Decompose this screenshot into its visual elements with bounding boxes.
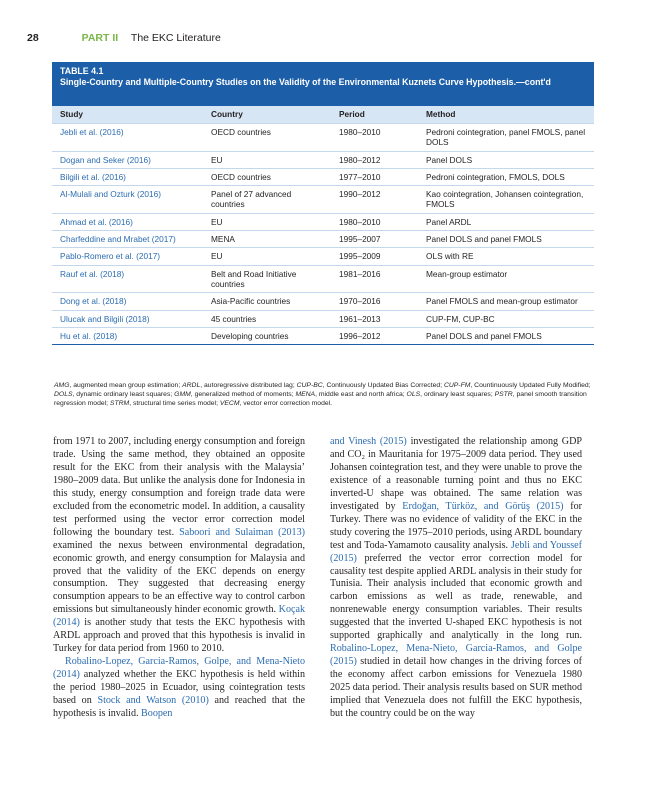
country-cell: EU: [203, 213, 331, 230]
studies-table: [52, 106, 594, 344]
abbreviation-term: AMG: [54, 382, 70, 389]
abbreviation-term: DOLS: [54, 391, 73, 399]
table-label: TABLE 4.1: [60, 66, 104, 76]
country-cell: MENA: [203, 231, 331, 248]
table-footnote-abbreviations: AMG, augmented mean group estimation; ARDL, autoregressive distributed lag; CUP-BC, Continuously Updated Bias Corrected; CUP-FM, Countinuously Updated Fully Modified; DOLS, dynamic ordinary least squares; GMM, generalized method of moments; MENA, middle east and north africa; OLS, ordinary least squares; PSTR, panel smooth transition regression model; STRM, structural time series model; VECM, vector error correction model.: [54, 382, 591, 408]
body-paragraph: [53, 656, 305, 721]
table-row: [52, 327, 594, 344]
method-cell: Pedroni cointegration, FMOLS, DOLS: [418, 168, 594, 185]
table-row: [52, 248, 594, 265]
column-header: Country: [203, 106, 331, 124]
method-cell: Pedroni cointegration, panel FMOLS, panel DOLS: [418, 124, 594, 152]
abbreviation-definition: Countinuously Updated Fully Modified: [474, 382, 589, 389]
section-title: The EKC Literature: [130, 32, 221, 44]
citation-link[interactable]: Erdoğan, Türköz, and Görüş (2015): [402, 500, 564, 512]
period-cell: 1995–2009: [331, 248, 418, 265]
citation-link[interactable]: Robalino-Lopez, Garcia-Ramos, Golpe, and Mena-Nieto (2014): [53, 656, 305, 681]
abbreviation-term: PSTR: [494, 391, 513, 399]
body-column-right: [330, 436, 582, 721]
body-text: studied in detail how changes in the driving forces of the economy affect carbon emissions for Venezuela 1980 2025 data period. Their analysis results based on SUR method implied that Venezuela does not fulfill the EKC hypothesis, but the country could be on the way: [330, 656, 582, 720]
abbreviation-term: STRM: [109, 400, 130, 408]
country-cell: OECD countries: [203, 124, 331, 152]
method-cell: Panel FMOLS and mean-group estimator: [418, 293, 594, 310]
country-cell: Asia-Pacific countries: [203, 293, 331, 310]
abbreviation-definition: structural time series model: [132, 400, 217, 408]
body-paragraph: [330, 436, 582, 721]
citation-link[interactable]: Jebli and Youssef (2015): [330, 539, 582, 564]
study-cell[interactable]: Charfeddine and Mrabet (2017): [52, 231, 203, 248]
table-row: [52, 265, 594, 293]
abbreviation-term: OLS: [406, 391, 421, 399]
column-header: Study: [52, 106, 203, 124]
body-text: investigated the relationship among GDP and CO₂ in Mauritania for 1975–2009 data period. They used Johansen cointegration test, and they were unable to prove the existence of a reasonable turning point and thus no EKC inverted-U shape was obtained. The same relation was investigated by: [330, 436, 583, 512]
abbreviation-term: VECM: [219, 400, 240, 408]
method-cell: Mean-group estimator: [418, 265, 594, 293]
country-cell: Developing countries: [203, 327, 331, 344]
period-cell: 1990–2012: [331, 186, 418, 214]
body-column-left: [53, 436, 305, 721]
period-cell: 1981–2016: [331, 265, 418, 293]
column-header: Period: [331, 106, 418, 124]
table-column-headers: [52, 106, 594, 124]
period-cell: 1995–2007: [331, 231, 418, 248]
abbreviation-definition: middle east and north africa: [318, 391, 403, 399]
study-cell[interactable]: Al-Mulali and Ozturk (2016): [52, 186, 203, 214]
study-cell[interactable]: Rauf et al. (2018): [52, 265, 203, 293]
table-row: [52, 168, 594, 185]
table-4-1: [52, 62, 594, 345]
abbreviation-definition: dynamic ordinary least squares: [76, 391, 171, 399]
study-cell[interactable]: Hu et al. (2018): [52, 327, 203, 344]
country-cell: EU: [203, 151, 331, 168]
period-cell: 1977–2010: [331, 168, 418, 185]
period-cell: 1961–2013: [331, 310, 418, 327]
table-row: [52, 186, 594, 214]
method-cell: Kao cointegration, Johansen cointegration, FMOLS: [418, 186, 594, 214]
part-label: PART II: [81, 32, 119, 44]
method-cell: Panel ARDL: [418, 213, 594, 230]
study-cell[interactable]: Ahmad et al. (2016): [52, 213, 203, 230]
method-cell: Panel DOLS and panel FMOLS: [418, 231, 594, 248]
body-text: examined the nexus between environmental degradation, economic growth, and energy consumption for Malaysia and proved that the validity of the EKC depends on energy consumption. They suggested that decreasing energy consumption appears to be an effective way to control carbon emissions but simultaneously hinder economic growth.: [53, 539, 305, 616]
table-title: Single-Country and Multiple-Country Studies on the Validity of the Environmental Kuznets Curve Hypothesis.—cont'd: [60, 77, 551, 87]
citation-link[interactable]: Stock and Watson (2010): [97, 695, 209, 707]
running-head: [27, 32, 221, 44]
table-body: [52, 124, 594, 345]
body-text: preferred the vector error correction model for causality test despite applied ARDL analysis in their study for Tunisia. Their analysis included that economic growth and carbon emissions as well as trade, renewable, and nonrenewable energy consumption variables. Their results suggested that the inverted U-shaped EKC hypothesis is not supported graphically and analytically in the long run.: [330, 552, 582, 642]
citation-link[interactable]: Boopen: [141, 708, 173, 720]
citation-link[interactable]: Koçak (2014): [53, 604, 305, 629]
abbreviation-definition: panel smooth transition regression model: [54, 391, 587, 408]
period-cell: 1980–2010: [331, 213, 418, 230]
study-cell[interactable]: Dogan and Seker (2016): [52, 151, 203, 168]
abbreviation-term: GMM: [174, 391, 191, 399]
table-row: [52, 151, 594, 168]
period-cell: 1996–2012: [331, 327, 418, 344]
abbreviation-definition: generalized method of moments: [194, 391, 292, 399]
citation-link[interactable]: Robalino-Lopez, Mena-Nieto, Garcia-Ramos, and Golpe (2015): [330, 643, 582, 668]
body-text: is another study that tests the EKC hypothesis with ARDL approach and proved that this hypothesis is invalid in Turkey for data period from 1960 to 2010.: [53, 617, 305, 655]
table-row: [52, 293, 594, 310]
table-row: [52, 124, 594, 152]
table-header: [52, 62, 594, 106]
body-text: for Turkey. There was no evidence of validity of the EKC in the study covering the 1975–2010 periods, using ARDL boundary test and Toda-Yamamoto causality analysis.: [330, 500, 582, 551]
study-cell[interactable]: Bilgili et al. (2016): [52, 168, 203, 185]
body-text: analyzed whether the EKC hypothesis is held within the period 1980–2025 in Ecuador, using cointegration tests based on: [53, 669, 305, 707]
abbreviation-term: ARDL: [182, 382, 201, 389]
citation-link[interactable]: Saboori and Sulaiman (2013): [179, 526, 305, 538]
method-cell: OLS with RE: [418, 248, 594, 265]
period-cell: 1980–2010: [331, 124, 418, 152]
abbreviation-definition: vector error correction model.: [243, 400, 333, 408]
body-text: and reached that the hypothesis is invalid.: [53, 695, 306, 720]
abbreviation-term: MENA: [295, 391, 316, 399]
table-row: [52, 213, 594, 230]
study-cell[interactable]: Pablo-Romero et al. (2017): [52, 248, 203, 265]
period-cell: 1970–2016: [331, 293, 418, 310]
body-paragraph: [53, 436, 305, 656]
country-cell: Belt and Road Initiative countries: [203, 265, 331, 293]
page-number: 28: [27, 32, 39, 44]
abbreviation-definition: Continuously Updated Bias Corrected: [326, 382, 441, 389]
method-cell: Panel DOLS: [418, 151, 594, 168]
citation-link[interactable]: and Vinesh (2015): [330, 436, 407, 447]
country-cell: OECD countries: [203, 168, 331, 185]
table-row: [52, 231, 594, 248]
country-cell: Panel of 27 advanced countries: [203, 186, 331, 214]
method-cell: CUP-FM, CUP-BC: [418, 310, 594, 327]
body-text: from 1971 to 2007, including energy consumption and foreign trade. Using the same method, they obtained an opposite result for the EKC from their analysis with the Malaysia’ 1980–2009 data. But unlike the analysis done for Indonesia in this study, energy consumption and foreign trade data were excluded from the econometric model. In addition, a causality test performed using the vector error correction model following the boundary test.: [53, 436, 305, 538]
study-cell[interactable]: Ulucak and Bilgili (2018): [52, 310, 203, 327]
method-cell: Panel DOLS and panel FMOLS: [418, 327, 594, 344]
period-cell: 1980–2012: [331, 151, 418, 168]
abbreviation-definition: augmented mean group estimation: [73, 382, 179, 389]
study-cell[interactable]: Jebli et al. (2016): [52, 124, 203, 152]
abbreviation-definition: autoregressive distributed lag: [204, 382, 293, 389]
country-cell: 45 countries: [203, 310, 331, 327]
abbreviation-term: CUP-BC: [296, 382, 323, 389]
country-cell: EU: [203, 248, 331, 265]
abbreviation-term: CUP-FM: [443, 382, 471, 389]
table-row: [52, 310, 594, 327]
study-cell[interactable]: Dong et al. (2018): [52, 293, 203, 310]
abbreviation-definition: ordinary least squares: [423, 391, 491, 399]
column-header: Method: [418, 106, 594, 124]
